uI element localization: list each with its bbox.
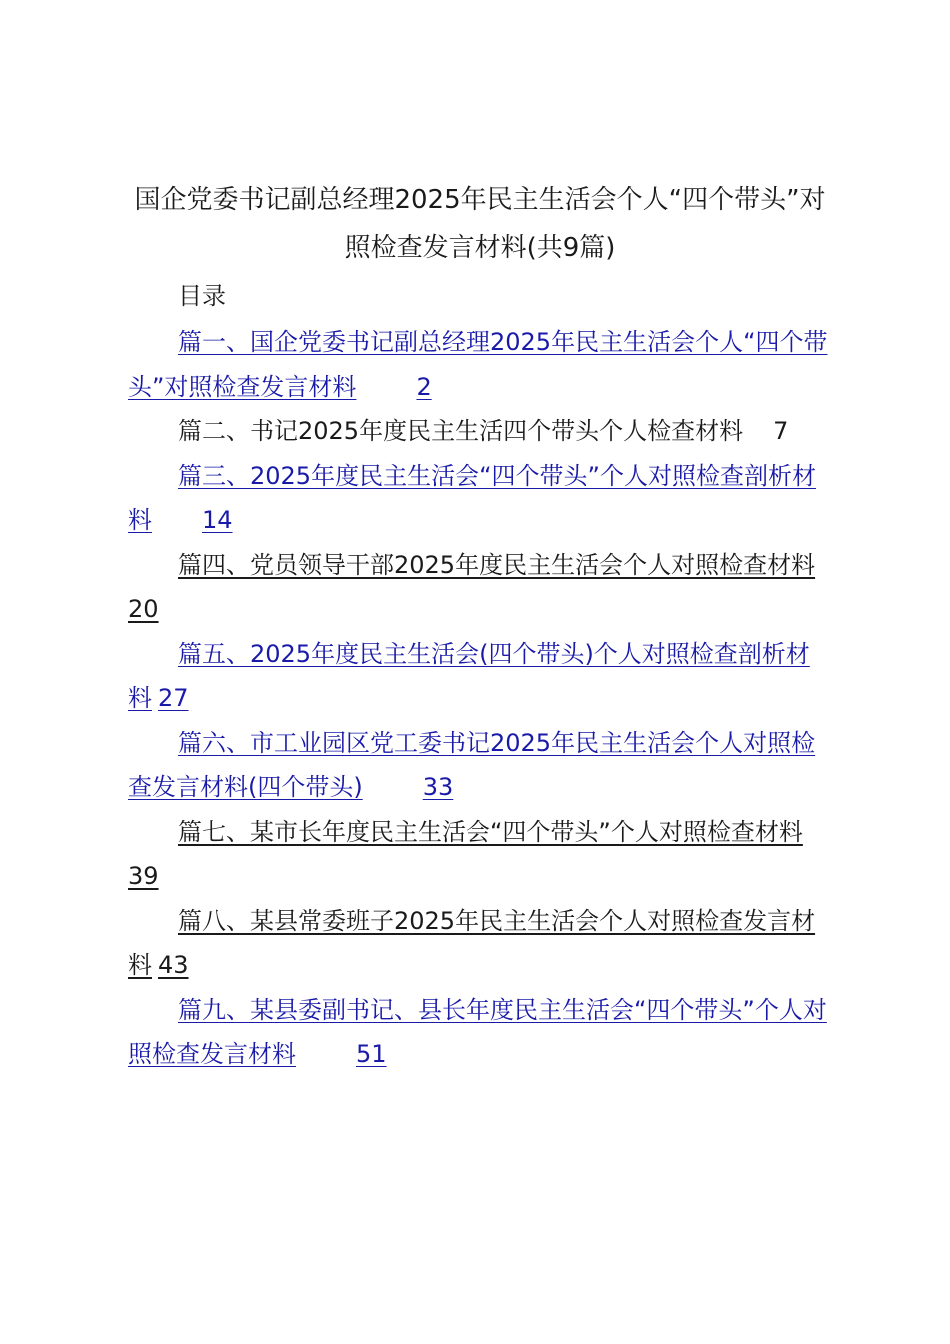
toc-entry-title: 篇六、市工业园区党工委书记2025年民主生活会个人对照检查发言材料(四个带头)	[128, 728, 816, 801]
toc-entry-title: 篇三、2025年度民主生活会“四个带头”个人对照检查剖析材料	[128, 461, 816, 534]
toc-entry-title: 篇二、书记2025年度民主生活四个带头个人检查材料	[178, 417, 744, 445]
toc-entry-title: 篇九、某县委副书记、县长年度民主生活会“四个带头”个人对照检查发言材料	[128, 995, 827, 1068]
toc-entry[interactable]	[128, 632, 832, 721]
toc-entry-title: 篇一、国企党委书记副总经理2025年民主生活会个人“四个带头”对照检查发言材料	[128, 328, 828, 401]
toc-entry-page: 33	[422, 773, 454, 801]
toc-entry-page: 14	[202, 506, 233, 534]
toc-entry	[128, 899, 832, 988]
toc-entry-page: 51	[356, 1040, 387, 1068]
toc-entry-page: 43	[158, 951, 189, 979]
table-of-contents	[128, 320, 832, 1077]
toc-entry-page: 2	[416, 372, 432, 401]
toc-heading: 目录	[178, 282, 226, 310]
toc-entry[interactable]	[128, 988, 832, 1077]
toc-entry-page: 27	[158, 684, 189, 712]
toc-entry[interactable]	[128, 454, 832, 543]
toc-entry-page: 7	[773, 417, 789, 445]
toc-entry[interactable]	[128, 320, 832, 409]
toc-entry-title: 篇五、2025年度民主生活会(四个带头)个人对照检查剖析材料	[128, 639, 810, 712]
toc-entry-title: 篇四、党员领导干部2025年度民主生活会个人对照检查材料	[178, 550, 816, 579]
toc-entry	[128, 810, 832, 899]
toc-entry-page: 39	[128, 862, 159, 890]
toc-entry[interactable]	[128, 721, 832, 810]
toc-entry-page: 20	[128, 595, 159, 623]
toc-entry	[128, 543, 832, 632]
toc-entry-title: 篇七、某市长年度民主生活会“四个带头”个人对照检查材料	[178, 817, 803, 846]
document-title: 国企党委书记副总经理2025年民主生活会个人“四个带头”对照检查发言材料(共9篇)	[134, 185, 826, 263]
toc-entry-title: 篇八、某县常委班子2025年民主生活会个人对照检查发言材料	[128, 906, 816, 979]
toc-entry	[128, 409, 832, 454]
